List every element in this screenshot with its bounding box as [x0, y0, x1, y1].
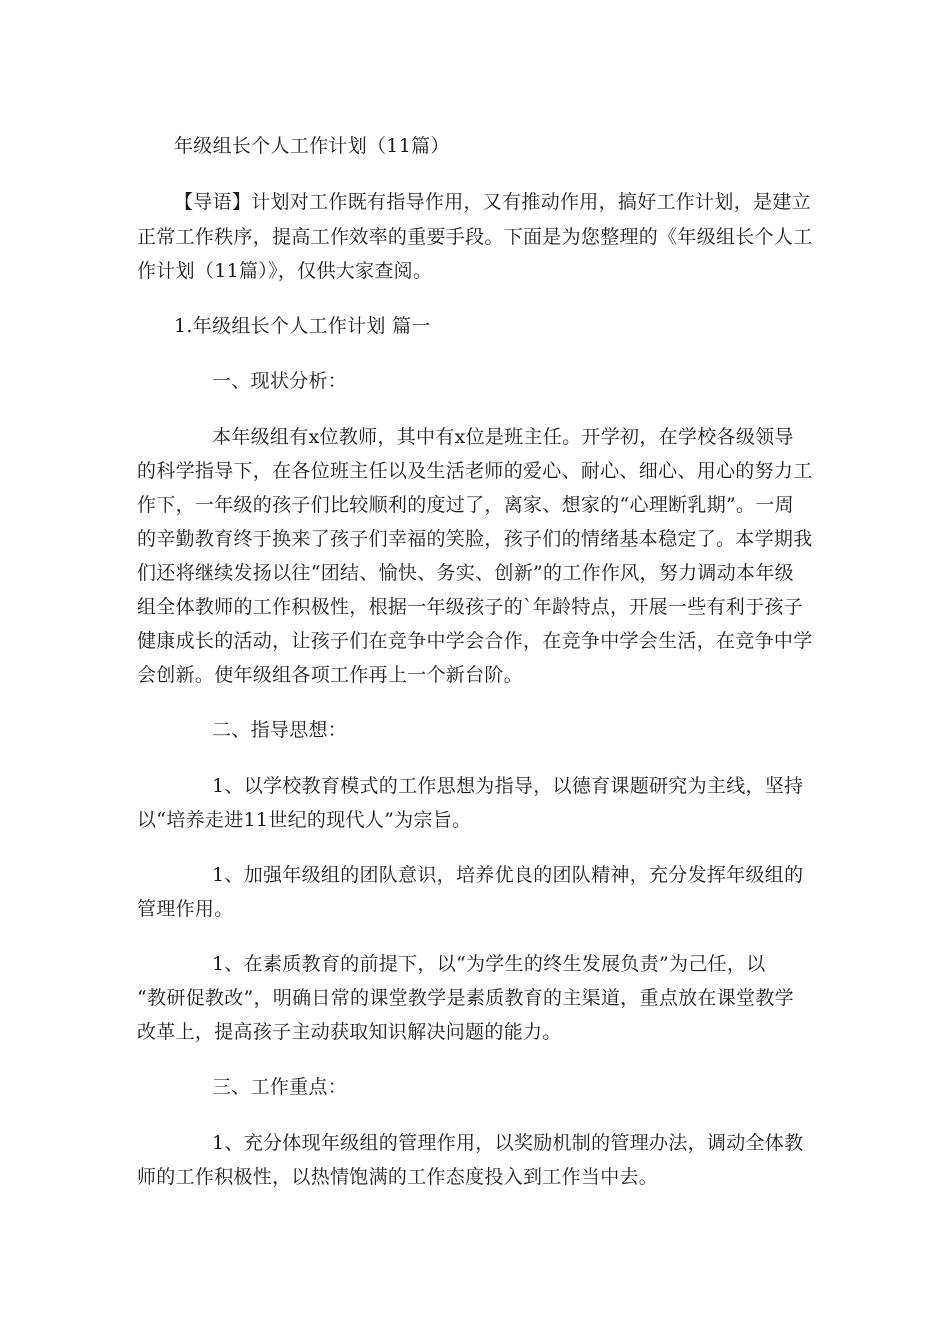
- paragraph-line: 1、充分体现年级组的管理作用，以奖励机制的管理办法，调动全体教: [212, 1132, 804, 1154]
- paragraph-line: 的科学指导下，在各位班主任以及生活老师的爱心、耐心、细心、用心的努力工: [137, 460, 813, 482]
- paragraph-line: 作下，一年级的孩子们比较顺利的度过了，离家、想家的“心理断乳期”。一周: [137, 494, 794, 516]
- intro-line: 正常工作秩序，提高工作效率的重要手段。下面是为您整理的《年级组长个人工: [137, 226, 813, 248]
- paragraph-line: “教研促教改”，明确日常的课堂教学是素质教育的主渠道，重点放在课堂教学: [137, 987, 794, 1009]
- paragraph-line: 改革上，提高孩子主动获取知识解决问题的能力。: [137, 1021, 562, 1043]
- paragraph-line: 1、以学校教育模式的工作思想为指导，以德育课题研究为主线，坚持: [212, 775, 804, 797]
- paragraph-line: 组全体教师的工作积极性，根据一年级孩子的`年龄特点，开展一些有利于孩子: [137, 596, 804, 618]
- paragraph-line: 师的工作积极性，以热情饱满的工作态度投入到工作当中去。: [137, 1166, 659, 1188]
- document-title: 年级组长个人工作计划（11篇）: [174, 135, 450, 157]
- part-heading: 二、指导思想：: [212, 719, 348, 741]
- paragraph-line: 1、在素质教育的前提下，以“为学生的终生发展负责”为己任，以: [212, 953, 766, 975]
- intro-line: 作计划（11篇）》，仅供大家查阅。: [137, 260, 433, 282]
- paragraph-line: 会创新。使年级组各项工作再上一个新台阶。: [137, 664, 524, 686]
- intro-line: 【导语】计划对工作既有指导作用，又有推动作用，搞好工作计划，是建立: [174, 191, 811, 213]
- paragraph-line: 的辛勤教育终于换来了孩子们幸福的笑脸，孩子们的情绪基本稳定了。本学期我: [137, 528, 813, 550]
- paragraph-line: 健康成长的活动，让孩子们在竞争中学会合作，在竞争中学会生活，在竞争中学: [137, 630, 813, 652]
- paragraph-line: 管理作用。: [137, 898, 234, 920]
- paragraph-line: 以“培养走进11世纪的现代人”为宗旨。: [137, 809, 472, 831]
- paragraph-line: 1、加强年级组的团队意识，培养优良的团队精神，充分发挥年级组的: [212, 864, 804, 886]
- part-heading: 三、工作重点：: [212, 1076, 348, 1098]
- part-heading: 一、现状分析：: [212, 370, 348, 392]
- section-heading: 1.年级组长个人工作计划 篇一: [174, 315, 431, 337]
- paragraph-line: 本年级组有x位教师，其中有x位是班主任。开学初，在学校各级领导: [212, 426, 794, 448]
- paragraph-line: 们还将继续发扬以往“团结、愉快、务实、创新”的工作作风，努力调动本年级: [137, 562, 794, 584]
